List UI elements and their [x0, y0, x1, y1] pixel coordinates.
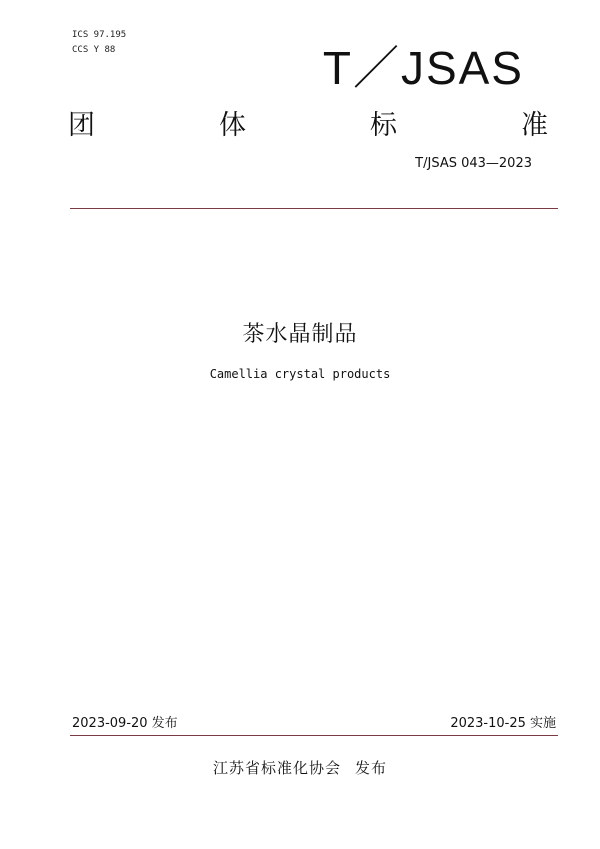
ccs-code: CCS Y 88: [72, 45, 116, 55]
standard-type-char: 标: [370, 110, 397, 141]
issuer-action: 发布: [355, 759, 388, 777]
standard-type-char: 体: [219, 110, 246, 141]
standard-type-char: 团: [68, 110, 95, 141]
brand-code: T／JSAS: [322, 42, 524, 94]
issuer-line: [0, 757, 600, 779]
implement-date: 2023-10-25 实施: [450, 716, 556, 731]
classification-codes: [72, 28, 126, 58]
top-divider: [70, 208, 558, 209]
standard-number: T/JSAS 043—2023: [415, 156, 532, 171]
standard-type-char: 准: [521, 110, 548, 141]
ics-code: ICS 97.195: [72, 30, 127, 40]
publish-date: 2023-09-20 发布: [72, 716, 178, 731]
standard-type-heading: [68, 106, 548, 146]
bottom-divider: [70, 735, 558, 736]
document-title-en: Camellia crystal products: [209, 367, 391, 381]
issuer-organization: 江苏省标准化协会: [212, 759, 341, 777]
document-title-cn: 茶水晶制品: [242, 322, 358, 347]
